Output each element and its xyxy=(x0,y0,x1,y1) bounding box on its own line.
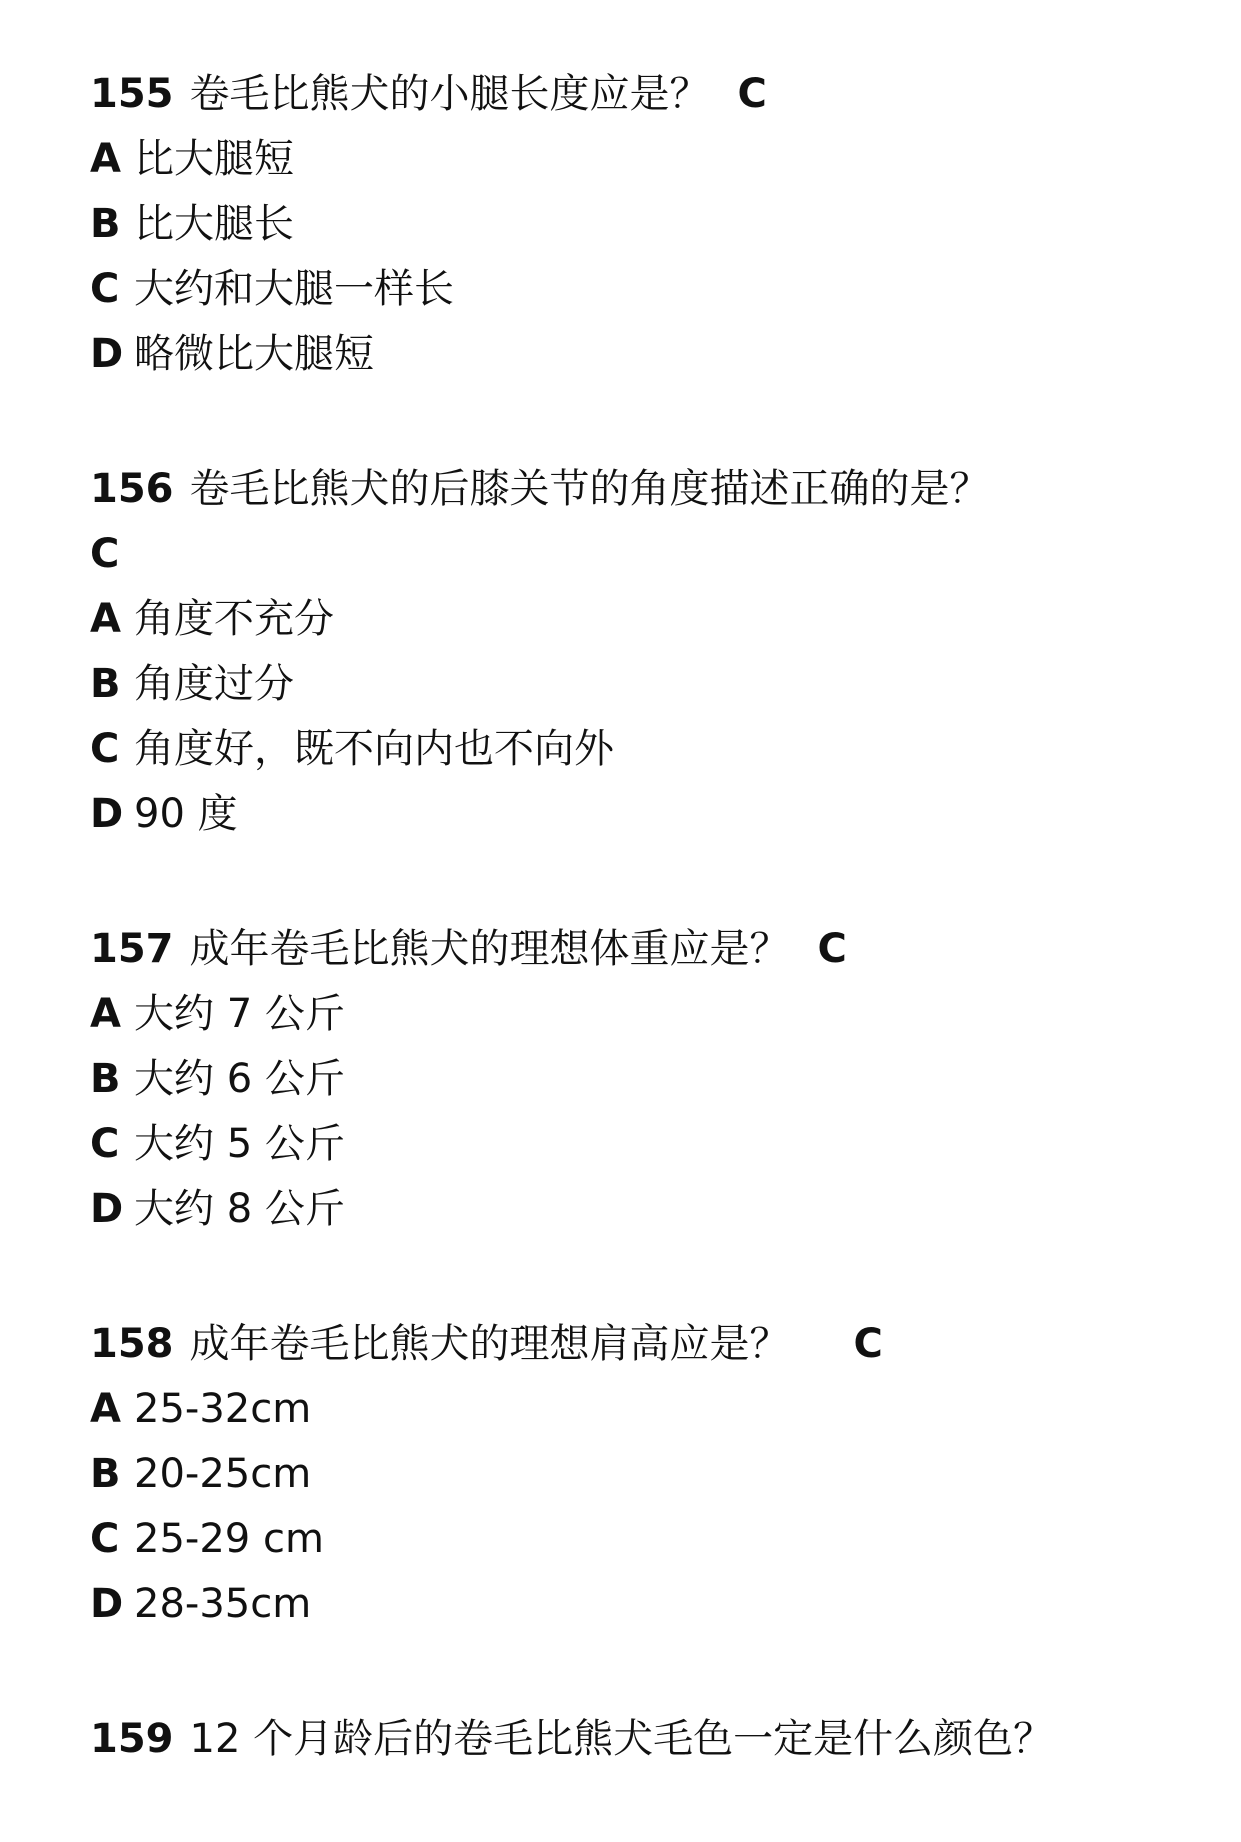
option-d xyxy=(90,1572,1200,1637)
question-header xyxy=(90,1707,1200,1772)
option-d xyxy=(90,1177,1200,1242)
option-letter: B xyxy=(90,201,121,247)
option-letter: B xyxy=(90,1056,121,1102)
option-letter: C xyxy=(90,726,120,772)
option-a xyxy=(90,982,1200,1047)
question-156 xyxy=(90,457,1200,847)
option-text: 28-35cm xyxy=(134,1581,312,1627)
option-text: 角度过分 xyxy=(134,661,294,707)
option-b xyxy=(90,1442,1200,1507)
option-text: 大约 5 公斤 xyxy=(134,1121,345,1167)
option-a xyxy=(90,127,1200,192)
option-text: 25-29 cm xyxy=(134,1516,324,1562)
option-letter: C xyxy=(90,1121,120,1167)
question-number: 155 xyxy=(90,71,174,117)
question-text: 成年卷毛比熊犬的理想体重应是？ xyxy=(189,926,790,972)
option-text: 角度好，既不向内也不向外 xyxy=(134,726,614,772)
question-number: 157 xyxy=(90,926,174,972)
option-text: 大约和大腿一样长 xyxy=(134,266,454,312)
option-b xyxy=(90,652,1200,717)
option-letter: A xyxy=(90,136,121,182)
quiz-page xyxy=(90,62,1200,1842)
question-number: 158 xyxy=(90,1321,174,1367)
option-letter: D xyxy=(90,331,124,377)
question-number: 156 xyxy=(90,466,174,512)
option-letter: D xyxy=(90,791,124,837)
option-b xyxy=(90,192,1200,257)
question-text: 卷毛比熊犬的后膝关节的角度描述正确的是？ xyxy=(189,466,990,512)
question-157 xyxy=(90,917,1200,1242)
question-155 xyxy=(90,62,1200,387)
question-text: 12 个月龄后的卷毛比熊犬毛色一定是什么颜色？ xyxy=(189,1716,1054,1762)
option-letter: A xyxy=(90,596,121,642)
option-text: 比大腿长 xyxy=(134,201,294,247)
option-letter: A xyxy=(90,991,121,1037)
option-text: 20-25cm xyxy=(134,1451,312,1497)
option-text: 比大腿短 xyxy=(134,136,294,182)
option-d xyxy=(90,322,1200,387)
option-a xyxy=(90,1377,1200,1442)
option-letter: A xyxy=(90,1386,121,1432)
answer-key: C xyxy=(737,71,767,117)
option-text: 大约 6 公斤 xyxy=(134,1056,345,1102)
question-text: 成年卷毛比熊犬的理想肩高应是？ xyxy=(189,1321,790,1367)
option-text: 大约 8 公斤 xyxy=(134,1186,345,1232)
option-letter: B xyxy=(90,661,121,707)
option-letter: D xyxy=(90,1186,124,1232)
question-header xyxy=(90,1312,1200,1377)
option-d xyxy=(90,782,1200,847)
question-number: 159 xyxy=(90,1716,174,1762)
question-text: 卷毛比熊犬的小腿长度应是？ xyxy=(189,71,710,117)
option-c xyxy=(90,1112,1200,1177)
option-letter: B xyxy=(90,1451,121,1497)
question-159 xyxy=(90,1707,1200,1772)
option-letter: C xyxy=(90,1516,120,1562)
option-a xyxy=(90,587,1200,652)
option-c xyxy=(90,717,1200,782)
question-header xyxy=(90,457,1200,587)
option-text: 25-32cm xyxy=(134,1386,312,1432)
question-header xyxy=(90,62,1200,127)
question-158 xyxy=(90,1312,1200,1637)
option-c xyxy=(90,1507,1200,1572)
option-text: 90 度 xyxy=(134,791,238,837)
option-text: 大约 7 公斤 xyxy=(134,991,345,1037)
option-b xyxy=(90,1047,1200,1112)
option-text: 略微比大腿短 xyxy=(134,331,374,377)
option-letter: D xyxy=(90,1581,124,1627)
option-c xyxy=(90,257,1200,322)
option-letter: C xyxy=(90,266,120,312)
answer-key: C xyxy=(90,531,120,577)
question-header xyxy=(90,917,1200,982)
answer-key: C xyxy=(853,1321,883,1367)
option-text: 角度不充分 xyxy=(134,596,334,642)
answer-key: C xyxy=(817,926,847,972)
